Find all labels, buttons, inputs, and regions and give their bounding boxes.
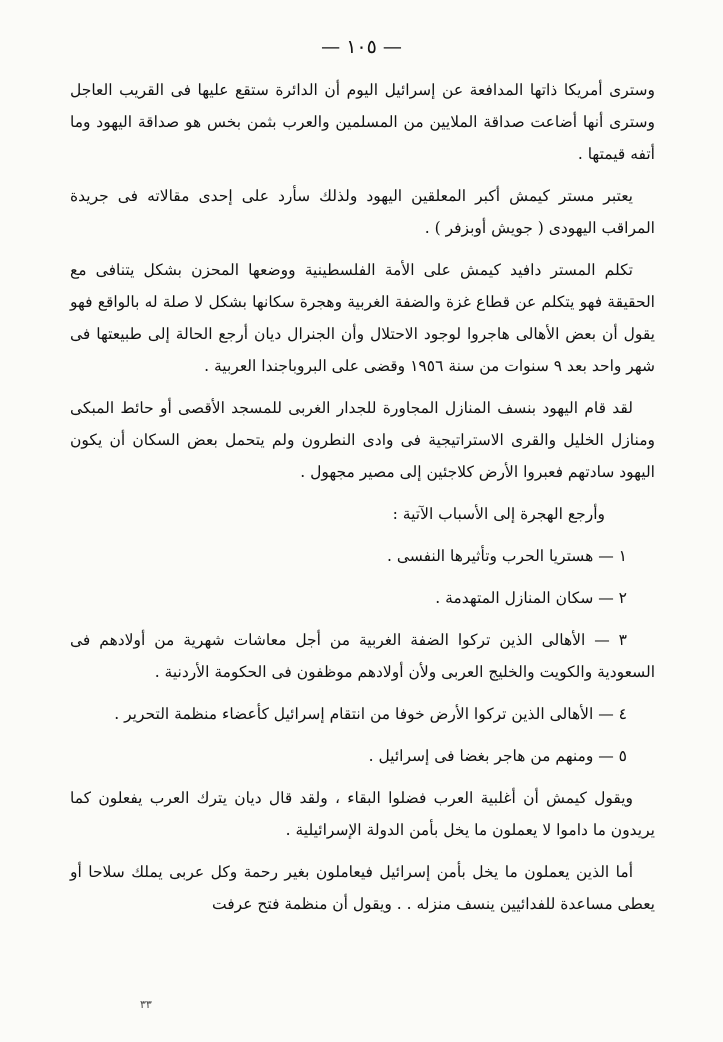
body-text bbox=[70, 74, 655, 920]
paragraph-fatah: أما الذين يعملون ما يخل بأمن إسرائيل فيعاملون بغير رحمة وكل عربى يملك سلاحا أو يعطى مساعدة للفدائيين ينسف منزله . . ويقول أن منظمة فتح عرفت bbox=[70, 863, 655, 913]
reason-item-2: ٢ — سكان المنازل المتهدمة . bbox=[435, 589, 627, 607]
reason-item-3: ٣ — الأهالى الذين تركوا الضفة الغربية من أجل معاشات شهرية من أولادهم فى السعودية والكويت والخليج العربى ولأن أولادهم موظفون فى الحكومة الأردنية . bbox=[70, 631, 655, 681]
paragraph-america: وسترى أمريكا ذاتها المدافعة عن إسرائيل اليوم أن الدائرة ستقع عليها فى القريب العاجل وسترى أنها أضاعت صداقة الملايين من المسلمين والعرب بثمن بخس هو صداقة اليهود وما أتفه قيمتها . bbox=[70, 81, 655, 163]
ink-mark: ٣٣ bbox=[140, 998, 152, 1011]
reason-item-1: ١ — هستريا الحرب وتأثيرها النفسى . bbox=[386, 547, 627, 565]
paragraph-kimche-claims: تكلم المستر دافيد كيمش على الأمة الفلسطينية ووضعها المحزن بشكل يتنافى مع الحقيقة فهو يتكلم عن قطاع غزة والضفة الغربية وهجرة سكانها بشكل لا صلة له بالواقع فهو يقول أن بعض الأهالى هاجروا لوجود الاحتلال وأن الجنرال ديان أرجع الحالة إلى طبيعتها فى شهر واحد بعد ٩ سنوات من سنة ١٩٥٦ وقضى على البروباجندا العربية . bbox=[70, 261, 655, 375]
reason-item-4: ٤ — الأهالى الذين تركوا الأرض خوفا من انتقام إسرائيل كأعضاء منظمة التحرير . bbox=[114, 705, 627, 723]
paragraph-reasons-heading: وأرجع الهجرة إلى الأسباب الآتية : bbox=[392, 505, 605, 523]
paragraph-demolitions: لقد قام اليهود بنسف المنازل المجاورة للجدار الغربى للمسجد الأقصى أو حائط المبكى ومنازل الخليل والقرى الاستراتيجية فى وادى النطرون ولم يتحمل بعض السكان أن يكون اليهود سادتهم فعبروا الأرض كلاجئين إلى مصير مجهول . bbox=[70, 399, 655, 481]
page-number: — ١٠٥ — bbox=[321, 36, 402, 58]
paragraph-dayan: ويقول كيمش أن أغلبية العرب فضلوا البقاء ، ولقد قال ديان يترك العرب يفعلون كما يريدون ما داموا لا يعملون ما يخل بأمن الدولة الإسرائيلية . bbox=[70, 789, 655, 839]
reason-item-5: ٥ — ومنهم من هاجر بغضا فى إسرائيل . bbox=[368, 747, 627, 765]
paragraph-kimche-intro: يعتبر مستر كيمش أكبر المعلقين اليهود ولذلك سأرد على إحدى مقالاته فى جريدة المراقب اليهودى ( جويش أوبزفر ) . bbox=[70, 187, 655, 237]
